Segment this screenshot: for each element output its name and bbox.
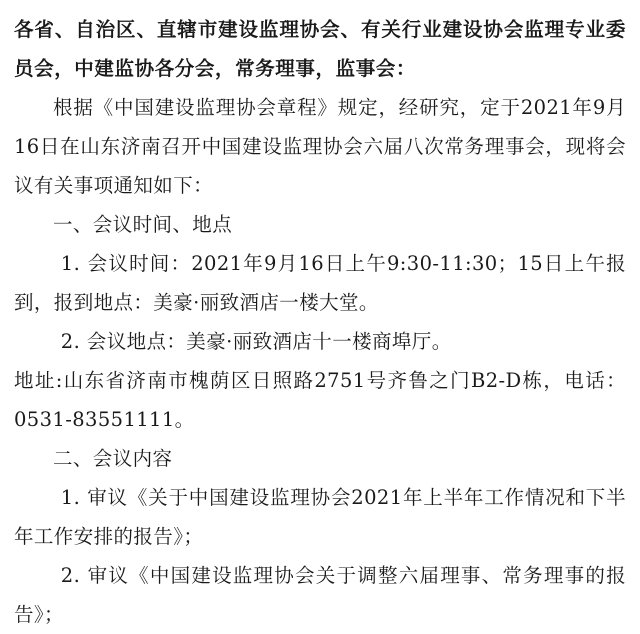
paragraph-item-2-2: 2. 审议《中国建设监理协会关于调整六届理事、常务理事的报告》；	[14, 564, 626, 626]
document-body	[14, 10, 626, 634]
paragraph-item-1-1: 1. 会议时间：2021年9月16日上午9:30-11:30；15日上午报到，报到地点：美豪·丽致酒店一楼大堂。	[14, 252, 626, 314]
paragraph-addressee: 各省、自治区、直辖市建设监理协会、有关行业建设协会监理专业委员会，中建监协各分会，常务理事，监事会：	[14, 18, 626, 80]
paragraph-item-1-2: 2. 会议地点：美豪·丽致酒店十一楼商埠厅。	[60, 330, 452, 353]
paragraph-intro: 根据《中国建设监理协会章程》规定，经研究，定于2021年9月16日在山东济南召开中国建设监理协会六届八次常务理事会，现将会议有关事项通知如下：	[14, 96, 626, 197]
paragraph-item-2-1: 1. 审议《关于中国建设监理协会2021年上半年工作情况和下半年工作安排的报告》；	[14, 486, 626, 548]
paragraph-section-one-title: 一、会议时间、地点	[53, 213, 233, 236]
paragraph-section-two-title: 二、会议内容	[53, 447, 173, 470]
paragraph-address-line: 地址:山东省济南市槐荫区日照路2751号齐鲁之门B2-D栋，电话：0531-83551111。	[14, 369, 626, 431]
